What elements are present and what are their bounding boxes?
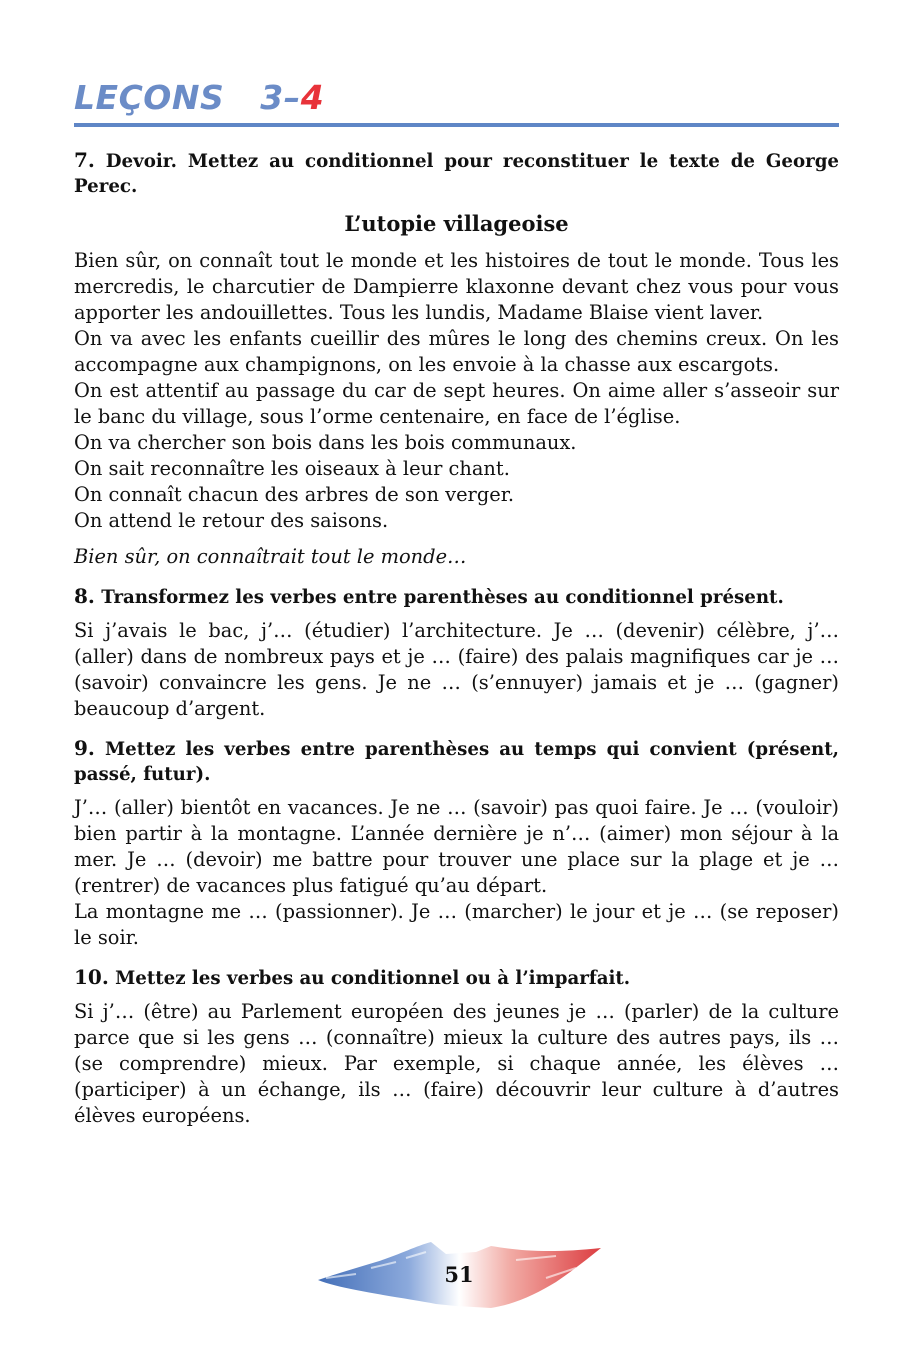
page-number: 51 (444, 1262, 474, 1287)
exercise-10-text: Si j’… (être) au Parlement européen des jeunes je … (parler) de la culture parce que si les gens … (connaître) mieux la culture des autres pays, ils … (se comprendre) mieux. Par exemple, si chaque année, les élèves … (participer) à un échange, ils … (faire) découvrir leur culture à d’autres élèves européens. (74, 1000, 839, 1127)
exercise-7-number: 7. (74, 148, 95, 172)
exercise-8-text: Si j’avais le bac, j’… (étudier) l’architecture. Je … (devenir) célèbre, j’… (aller) dans de nombreux pays et je … (faire) des palais magnifiques car je … (savoir) convaincre les gens. Je ne … (s’ennuyer) jamais et je … (gagner) beaucoup d’argent. (74, 619, 839, 720)
exercise-7-paragraph: On connaît chacun des arbres de son verger. (74, 483, 515, 506)
exercise-9-paragraph: J’… (aller) bientôt en vacances. Je ne … (savoir) pas quoi faire. Je … (vouloir) bien partir à la montagne. L’année dernière je n’… (aimer) mon séjour à la mer. Je … (devoir) me battre pour trouver une place sur la plage et je … (rentrer) de vacances plus fatigué qu’au départ. (74, 796, 839, 897)
header-rule (74, 123, 839, 127)
exercise-10-instruction-text: Mettez les verbes au conditionnel ou à l’imparfait. (115, 968, 631, 989)
exercise-8-instruction (74, 584, 839, 610)
exercise-7-instruction-text: Devoir. Mettez au conditionnel pour reconstituer le texte de George Perec. (74, 151, 839, 197)
exercise-8-instruction-text: Transformez les verbes entre parenthèses au conditionnel présent. (101, 587, 784, 608)
exercise-7-instruction (74, 148, 839, 199)
exercise-7-paragraph: On va avec les enfants cueillir des mûres le long des chemins creux. On les accompagne aux champignons, on les envoie à la chasse aux escargots. (74, 327, 839, 376)
lesson-number-end: 4 (300, 78, 325, 117)
exercise-7-paragraph: On attend le retour des saisons. (74, 509, 389, 532)
exercise-10-instruction (74, 965, 839, 991)
exercise-7-paragraph: On sait reconnaître les oiseaux à leur chant. (74, 457, 510, 480)
lesson-number-start: 3– (260, 78, 301, 117)
lesson-header (74, 78, 324, 118)
exercise-7-paragraph: Bien sûr, on connaît tout le monde et les histoires de tout le monde. Tous les mercredis, le charcutier de Dampierre klaxonne devant chez vous pour vous apporter les andouillettes. Tous les lundis, Madame Blaise vient laver. (74, 249, 839, 324)
exercise-7-example: Bien sûr, on connaîtrait tout le monde… (74, 545, 467, 568)
exercise-9-number: 9. (74, 736, 95, 760)
exercise-9-instruction-text: Mettez les verbes entre parenthèses au temps qui convient (présent, passé, futur). (74, 739, 839, 785)
exercise-10-number: 10. (74, 965, 109, 989)
exercise-7-title: L’utopie villageoise (344, 211, 569, 236)
exercise-7-paragraph: On est attentif au passage du car de sept heures. On aime aller s’asseoir sur le banc du village, sous l’orme centenaire, en face de l’église. (74, 379, 839, 428)
exercise-9-paragraph: La montagne me … (passionner). Je … (marcher) le jour et je … (se reposer) le soir. (74, 900, 839, 949)
page-content (74, 148, 839, 1129)
exercise-9-instruction (74, 736, 839, 787)
exercise-7-paragraph: On va chercher son bois dans les bois communaux. (74, 431, 577, 454)
exercise-8-number: 8. (74, 584, 95, 608)
lesson-title: LEÇONS (74, 78, 225, 117)
